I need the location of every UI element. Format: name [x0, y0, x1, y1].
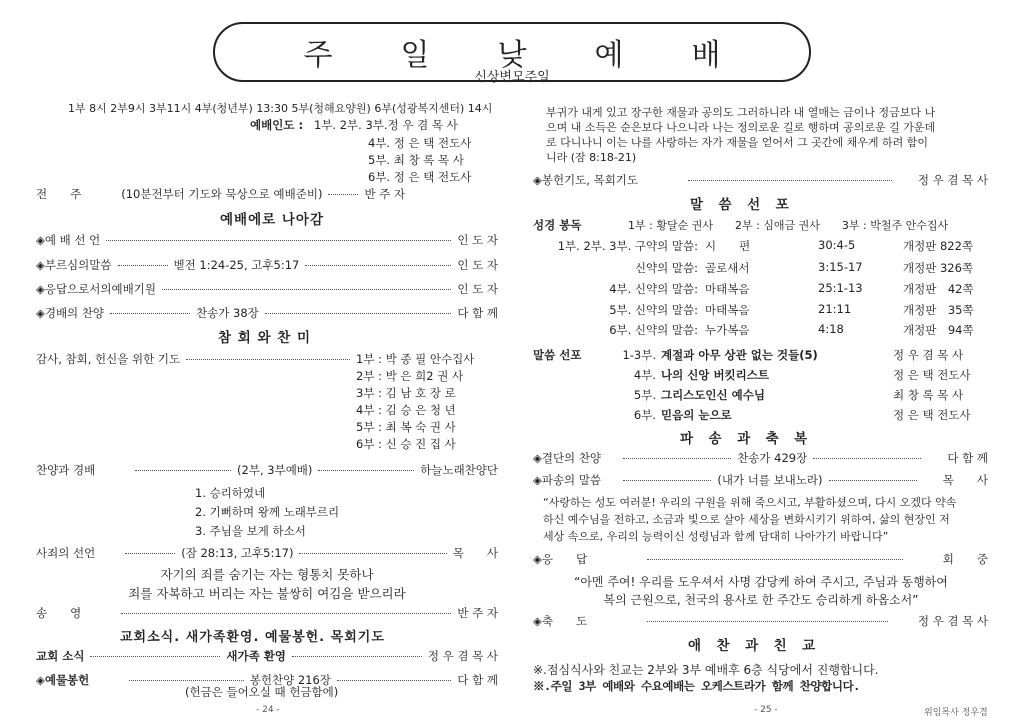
closing-hymn-mid: 찬송가 429장 [737, 451, 808, 465]
offering-label: ◈예물봉헌 [36, 673, 90, 687]
prayer-line: 2부 : 박 은 희2 권 사 [356, 369, 464, 383]
blessing-who: 정 우 겸 목 사 [917, 614, 988, 628]
reading-book: 마태복음 [705, 282, 750, 296]
closing-hymn-who: 다 함 께 [947, 451, 989, 465]
sermon-label: 말씀 선포 [533, 348, 582, 362]
reading-book: 골로새서 [705, 261, 750, 275]
reading-ref: 25:1-13 [818, 281, 863, 295]
page-number: - 24 - [256, 705, 280, 715]
response-text-line: 복의 근원으로, 천국의 용사로 한 주간도 승리하게 하옵소서” [603, 593, 919, 607]
sermon-title: 계절과 아무 상관 없는 것들(5) [661, 348, 818, 362]
scripture-line: 로 다니나니 이는 나를 사랑하는 자가 재물을 얻어서 그 곳간에 채우게 하려 함이 [546, 136, 928, 149]
section-heading: 파 송 과 축 복 [680, 431, 809, 447]
confession-label: 감사, 참회, 헌신을 위한 기도 [36, 352, 181, 366]
readers: 1부 : 황달순 권사 2부 : 심애금 권사 3부 : 박철주 안수집사 [628, 219, 949, 232]
scripture-line: 니라 (잠 8:18-21) [546, 151, 637, 164]
sending-text-line: 세상 속으로, 우리의 능력이신 성령님과 함께 담대히 나아가기 바랍니다” [543, 530, 889, 543]
order-label: ◈경배의 찬양 [36, 306, 105, 320]
pastor-credit: 위임목사 정우겸 [924, 708, 988, 718]
hymn-row [36, 605, 498, 621]
leader-line: 1부. 2부. 3부.정 우 겸 목 사 [314, 118, 458, 132]
reading-book: 마태복음 [705, 303, 750, 317]
sermon-title: 나의 신앙 버킷리스트 [661, 368, 769, 382]
declaration-label: 사죄의 선언 [36, 546, 96, 560]
confession-row [36, 351, 356, 367]
song-item: 2. 기뻐하며 왕께 노래부르리 [195, 505, 340, 519]
prayer-row [533, 172, 988, 188]
prayer-line: 4부 : 김 승 은 청 년 [356, 403, 456, 417]
sermon-part: 4부. [633, 368, 656, 382]
song-item: 3. 주님을 보게 하소서 [195, 524, 306, 538]
section-heading: 교회소식. 새가족환영. 예물봉헌. 목회기도 [120, 630, 385, 645]
declaration-row [36, 545, 498, 561]
reading-page: 개정판 822쪽 [903, 239, 974, 253]
blessing-label: ◈축 도 [533, 614, 588, 628]
order-row [36, 281, 498, 297]
title-banner [213, 22, 811, 85]
prelude-label: 전 주 [36, 187, 82, 201]
order-who: 다 함 께 [457, 306, 498, 320]
verse-line: 죄를 자복하고 버리는 자는 불쌍히 여김을 받으리라 [128, 586, 406, 601]
news-row [36, 648, 498, 664]
sending-text-line: “사랑하는 성도 여러분! 우리의 구원을 위해 죽으시고, 부활하셨으며, 다시 오겠다 약속 [543, 496, 957, 509]
reading-label: 6부. 신약의 말씀: [609, 323, 698, 337]
offering-mid: 봉헌찬양 216장 [249, 673, 331, 687]
reading-page: 개정판 35쪽 [903, 303, 974, 317]
order-label: ◈예 배 선 언 [36, 233, 101, 247]
reading-book: 누가복음 [705, 323, 750, 337]
sermon-part: 5부. [633, 388, 656, 402]
leaders-label: 예배인도 : [250, 118, 304, 132]
news-mid: 새가족 환영 [226, 649, 286, 663]
praise-row [36, 462, 498, 478]
declaration-mid: (잠 28:13, 고후5:17) [181, 546, 294, 560]
leader-line: 4부. 정 은 택 전도사 [368, 136, 472, 150]
title-char: 낮 [497, 38, 527, 73]
sending-text-line: 하신 예수님을 전하고, 소금과 빛으로 살아 세상을 변화시키기 위하여, 삶의 현장인 저 [543, 513, 950, 526]
title-char: 일 [400, 38, 430, 73]
reading-page: 개정판 326쪽 [903, 261, 974, 275]
section-heading: 애 찬 과 친 교 [688, 638, 817, 654]
reading-page: 개정판 42쪽 [903, 282, 974, 296]
order-who: 인 도 자 [457, 233, 498, 247]
title-char: 주 [303, 38, 333, 73]
closing-hymn-label: ◈결단의 찬양 [533, 451, 602, 465]
order-mid: 벧전 1:24-25, 고후5:17 [173, 258, 300, 272]
order-who: 인 도 자 [457, 258, 498, 272]
sending-who: 목 사 [942, 473, 989, 487]
worship-schedule: 1부 8시 2부9시 3부11시 4부(청년부) 13:30 5부(청해요양원) 6부(성광복지센터) 14시 [68, 102, 493, 115]
prelude-who: 반 주 자 [364, 187, 406, 201]
scripture-line: 으며 내 소득은 순은보다 나으니라 나는 정의로운 길로 행하며 공의로운 길 가운데 [546, 121, 936, 134]
reading-ref: 4:18 [818, 322, 844, 336]
praise-label: 찬양과 경배 [36, 463, 96, 477]
prayer-line: 1부 : 박 종 필 안수집사 [356, 352, 475, 366]
page-number: - 25 - [754, 705, 778, 715]
news-label: 교회 소식 [36, 649, 85, 663]
sermon-part: 6부. [633, 408, 656, 422]
sermon-who: 정 우 겸 목 사 [893, 348, 964, 362]
reading-label: 1부. 2부. 3부. 구약의 말씀: [557, 239, 698, 253]
prayer-who: 정 우 겸 목 사 [917, 173, 988, 187]
declaration-who: 목 사 [452, 546, 498, 560]
sermon-who: 최 창 록 목 사 [893, 388, 964, 402]
praise-who: 하늘노래찬양단 [420, 463, 499, 477]
response-text-line: “아멘 주여! 우리를 도우셔서 사명 감당케 하여 주시고, 주님과 동행하여 [574, 575, 948, 589]
banner-subtitle: 신상변모주일 [474, 70, 550, 85]
order-row [36, 232, 498, 248]
section-heading: 예배에로 나아감 [220, 212, 324, 228]
hymn-label: 송 영 [36, 606, 82, 620]
sending-row [533, 472, 988, 488]
prayer-label: ◈봉헌기도, 목회기도 [533, 173, 639, 187]
title-char: 예 [594, 38, 624, 73]
offering-note: (헌금은 들어오실 때 헌금함에) [185, 685, 339, 699]
news-who: 정 우 겸 목 사 [427, 649, 498, 663]
sermon-part: 1-3부. [622, 348, 656, 362]
sermon-title: 믿음의 눈으로 [661, 408, 732, 422]
sending-mid: (내가 너를 보내노라) [717, 473, 823, 487]
prayer-line: 3부 : 김 남 호 장 로 [356, 386, 456, 400]
sermon-who: 정 은 택 전도사 [893, 408, 971, 422]
leader-line: 5부. 최 창 록 목 사 [368, 153, 464, 167]
hymn-who: 반 주 자 [457, 606, 498, 620]
order-row [36, 305, 498, 321]
reading-ref: 3:15-17 [818, 260, 863, 274]
sermon-title: 그리스도인신 예수님 [661, 388, 765, 402]
prayer-line: 5부 : 최 복 숙 권 사 [356, 420, 456, 434]
reading-label: 5부. 신약의 말씀: [609, 303, 698, 317]
order-label: ◈부르심의말씀 [36, 258, 112, 272]
order-row [36, 257, 498, 273]
prayer-line: 6부 : 신 승 진 집 사 [356, 437, 456, 451]
note-line: ※.주일 3부 예배와 수요예배는 오케스트라가 함께 찬양합니다. [533, 679, 860, 693]
leader-line: 6부. 정 은 택 전도사 [368, 170, 472, 184]
reading-page: 개정판 94쪽 [903, 323, 974, 337]
prelude-text: (10분전부터 기도와 묵상으로 예배준비) [121, 187, 323, 201]
section-heading: 참 회 와 찬 미 [218, 330, 312, 346]
sermon-who: 정 은 택 전도사 [893, 368, 971, 382]
response-row [533, 551, 988, 567]
offering-who: 다 함 께 [457, 673, 499, 687]
reading-ref: 21:11 [818, 302, 852, 316]
praise-mid: (2부, 3부예배) [237, 463, 313, 477]
order-label: ◈응답으로서의예배기원 [36, 282, 156, 296]
reading-book: 시 편 [705, 239, 751, 253]
reading-label: 4부. 신약의 말씀: [609, 282, 698, 296]
sending-label: ◈파송의 말씀 [533, 473, 602, 487]
blessing-row [533, 613, 988, 629]
prelude-row [36, 186, 498, 202]
song-item: 1. 승리하였네 [195, 486, 266, 500]
readers-label: 성경 봉독 [533, 218, 582, 232]
note-line: ※.점심식사와 친교는 2부와 3부 예배후 6층 식당에서 진행합니다. [533, 663, 879, 677]
title-char: 배 [691, 38, 721, 73]
response-label: ◈응 답 [533, 552, 588, 566]
reading-ref: 30:4-5 [818, 238, 856, 252]
scripture-line: 부귀가 내게 있고 장구한 재물과 공의도 그러하니라 내 열매는 금이나 정금보다 나 [546, 106, 936, 119]
order-mid: 찬송가 38장 [196, 306, 259, 320]
order-who: 인 도 자 [457, 282, 498, 296]
response-who: 회 중 [942, 552, 988, 566]
reading-label: 신약의 말씀: [634, 261, 698, 275]
closing-hymn-row [533, 450, 988, 466]
section-heading: 말 씀 선 포 [690, 197, 790, 213]
verse-line: 자기의 죄를 숨기는 자는 형통치 못하나 [160, 567, 374, 582]
